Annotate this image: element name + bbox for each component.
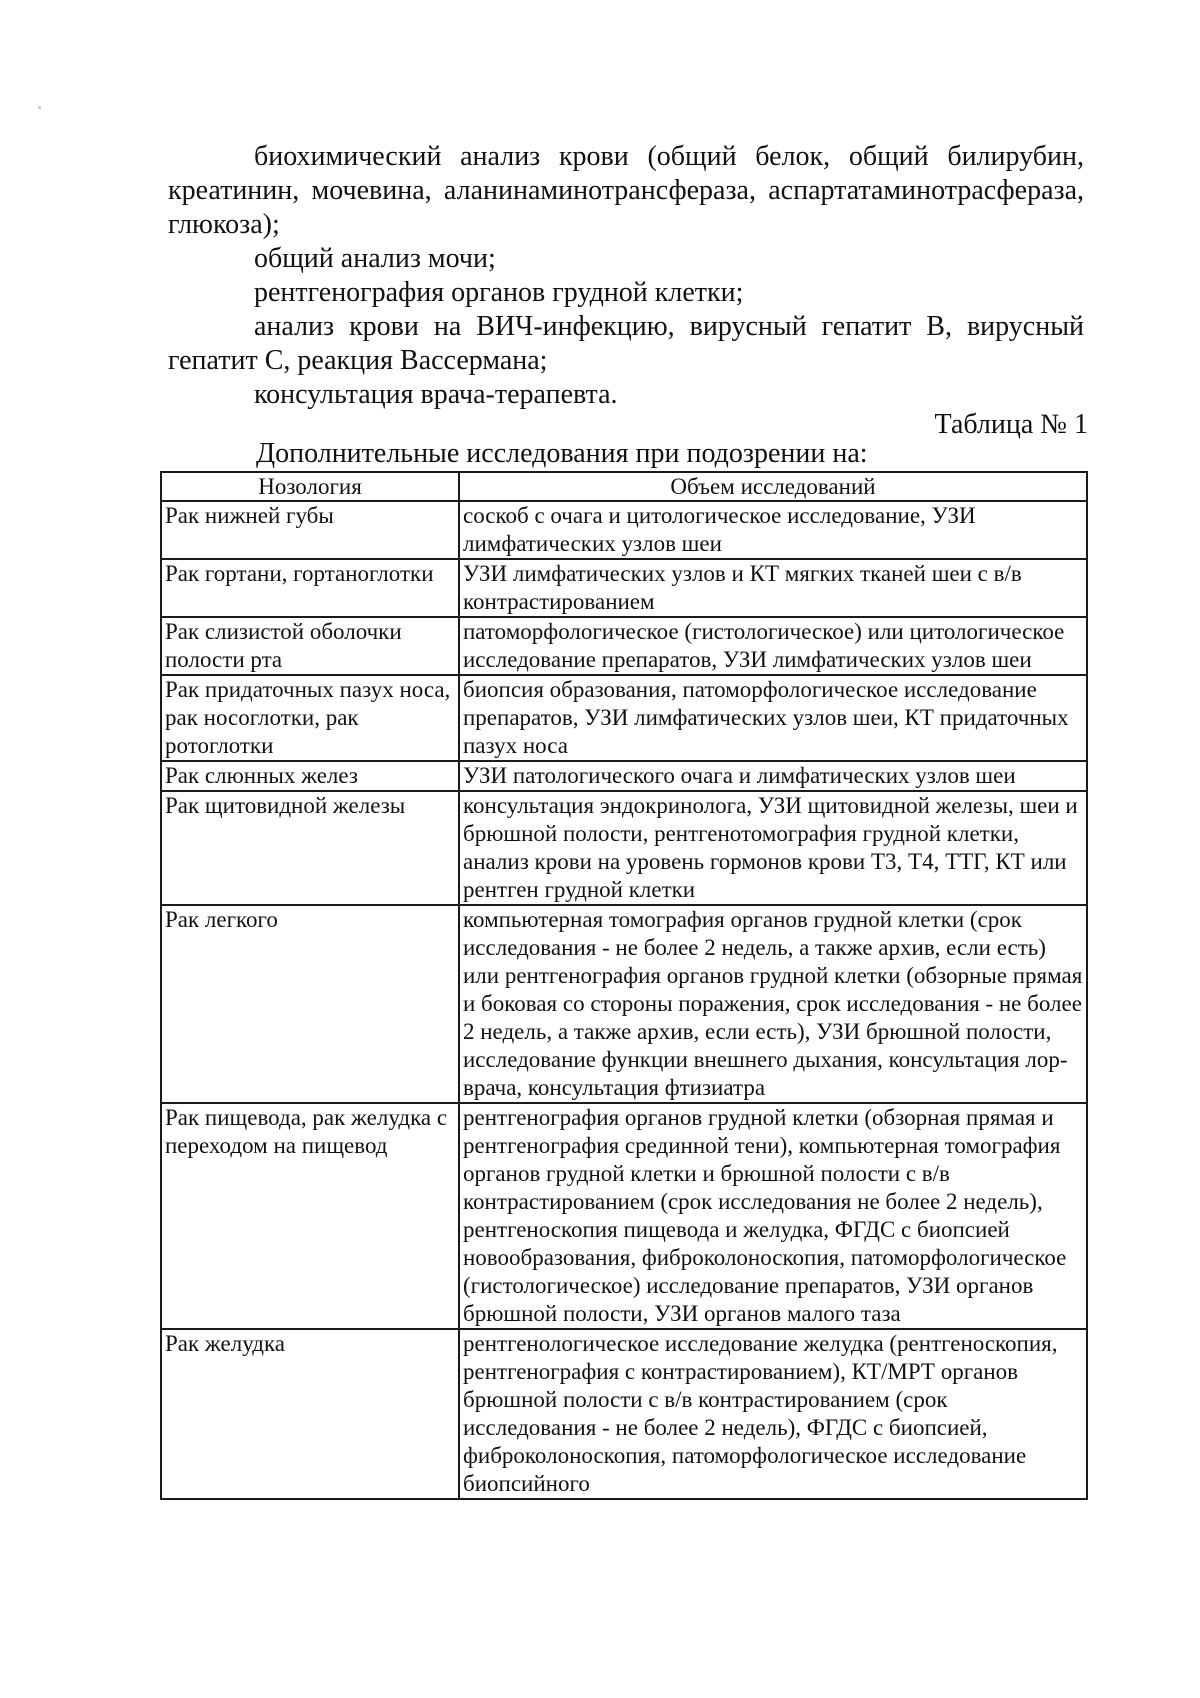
header-nosology: Нозология [161, 472, 459, 501]
nosology-cell: Рак нижней губы [161, 501, 459, 559]
nosology-cell: Рак гортани, гортаноглотки [161, 559, 459, 617]
intro-item-blood-infections: анализ крови на ВИЧ-инфекцию, вирусный гепатит В, вирусный гепатит С, реакция Вассермана; [168, 311, 1084, 376]
table-caption: Дополнительные исследования при подозрении на: [256, 438, 868, 469]
table-row [161, 791, 1087, 905]
header-scope: Объем исследований [459, 472, 1087, 501]
nosology-cell: Рак слизистой оболочки полости рта [161, 617, 459, 675]
nosology-cell: Рак желудка [161, 1329, 459, 1499]
nosology-cell: Рак легкого [161, 905, 459, 1103]
intro-item-therapist-consult: консультация врача-терапевта. [254, 379, 618, 410]
table-row [161, 675, 1087, 761]
nosology-cell: Рак слюнных желез [161, 761, 459, 791]
intro-item-biochemistry: биохимический анализ крови (общий белок, общий билирубин, креатинин, мочевина, аланинаминотрансфераза, аспартатаминотрасфераза, глюкоза); [168, 141, 1084, 240]
table-row [161, 559, 1087, 617]
scope-cell: рентгенологическое исследование желудка (рентгеноскопия, рентгенография с контрастированием), КТ/МРТ органов брюшной полости с в/в контрастированием (срок исследования - не более 2 недель), ФГДС с биопсией, фиброколоноскопия, патоморфологическое исследование биопсийного [459, 1329, 1087, 1499]
intro-item-chest-xray: рентгенография органов грудной клетки; [254, 277, 744, 308]
scan-speck [38, 106, 41, 109]
scope-cell: биопсия образования, патоморфологическое исследование препаратов, УЗИ лимфатических узлов шеи, КТ придаточных пазух носа [459, 675, 1087, 761]
table-row [161, 761, 1087, 791]
intro-item-urinalysis: общий анализ мочи; [254, 243, 496, 274]
nosology-cell: Рак пищевода, рак желудка с переходом на пищевод [161, 1103, 459, 1329]
scope-cell: УЗИ лимфатических узлов и КТ мягких тканей шеи с в/в контрастированием [459, 559, 1087, 617]
intro-list [168, 140, 1084, 412]
table-row [161, 1103, 1087, 1329]
scope-cell: соскоб с очага и цитологическое исследование, УЗИ лимфатических узлов шеи [459, 501, 1087, 559]
table-header-row [161, 472, 1087, 501]
nosology-cell: Рак щитовидной железы [161, 791, 459, 905]
table-number: Таблица № 1 [934, 409, 1088, 440]
scope-cell: компьютерная томография органов грудной клетки (срок исследования - не более 2 недель, а также архив, если есть) или рентгенография органов грудной клетки (обзорные прямая и боковая со стороны поражения, срок исследования - не более 2 недель, а также архив, если есть), УЗИ брюшной полости, исследование функции внешнего дыхания, консультация лор-врача, консультация фтизиатра [459, 905, 1087, 1103]
scope-cell: патоморфологическое (гистологическое) или цитологическое исследование препаратов, УЗИ лимфатических узлов шеи [459, 617, 1087, 675]
scope-cell: УЗИ патологического очага и лимфатических узлов шеи [459, 761, 1087, 791]
table-row [161, 501, 1087, 559]
table-row [161, 617, 1087, 675]
scope-cell: консультация эндокринолога, УЗИ щитовидной железы, шеи и брюшной полости, рентгенотомография грудной клетки, анализ крови на уровень гормонов крови Т3, Т4, ТТГ, КТ или рентген грудной клетки [459, 791, 1087, 905]
nosology-cell: Рак придаточных пазух носа, рак носоглотки, рак ротоглотки [161, 675, 459, 761]
scope-cell: рентгенография органов грудной клетки (обзорная прямая и рентгенография срединной тени), компьютерная томография органов грудной клетки и брюшной полости с в/в контрастированием (срок исследования не более 2 недель), рентгеноскопия пищевода и желудка, ФГДС с биопсией новообразования, фиброколоноскопия, патоморфологическое (гистологическое) исследование препаратов, УЗИ органов брюшной полости, УЗИ органов малого таза [459, 1103, 1087, 1329]
table-row [161, 905, 1087, 1103]
table-row [161, 1329, 1087, 1499]
nosology-table [160, 471, 1088, 1500]
